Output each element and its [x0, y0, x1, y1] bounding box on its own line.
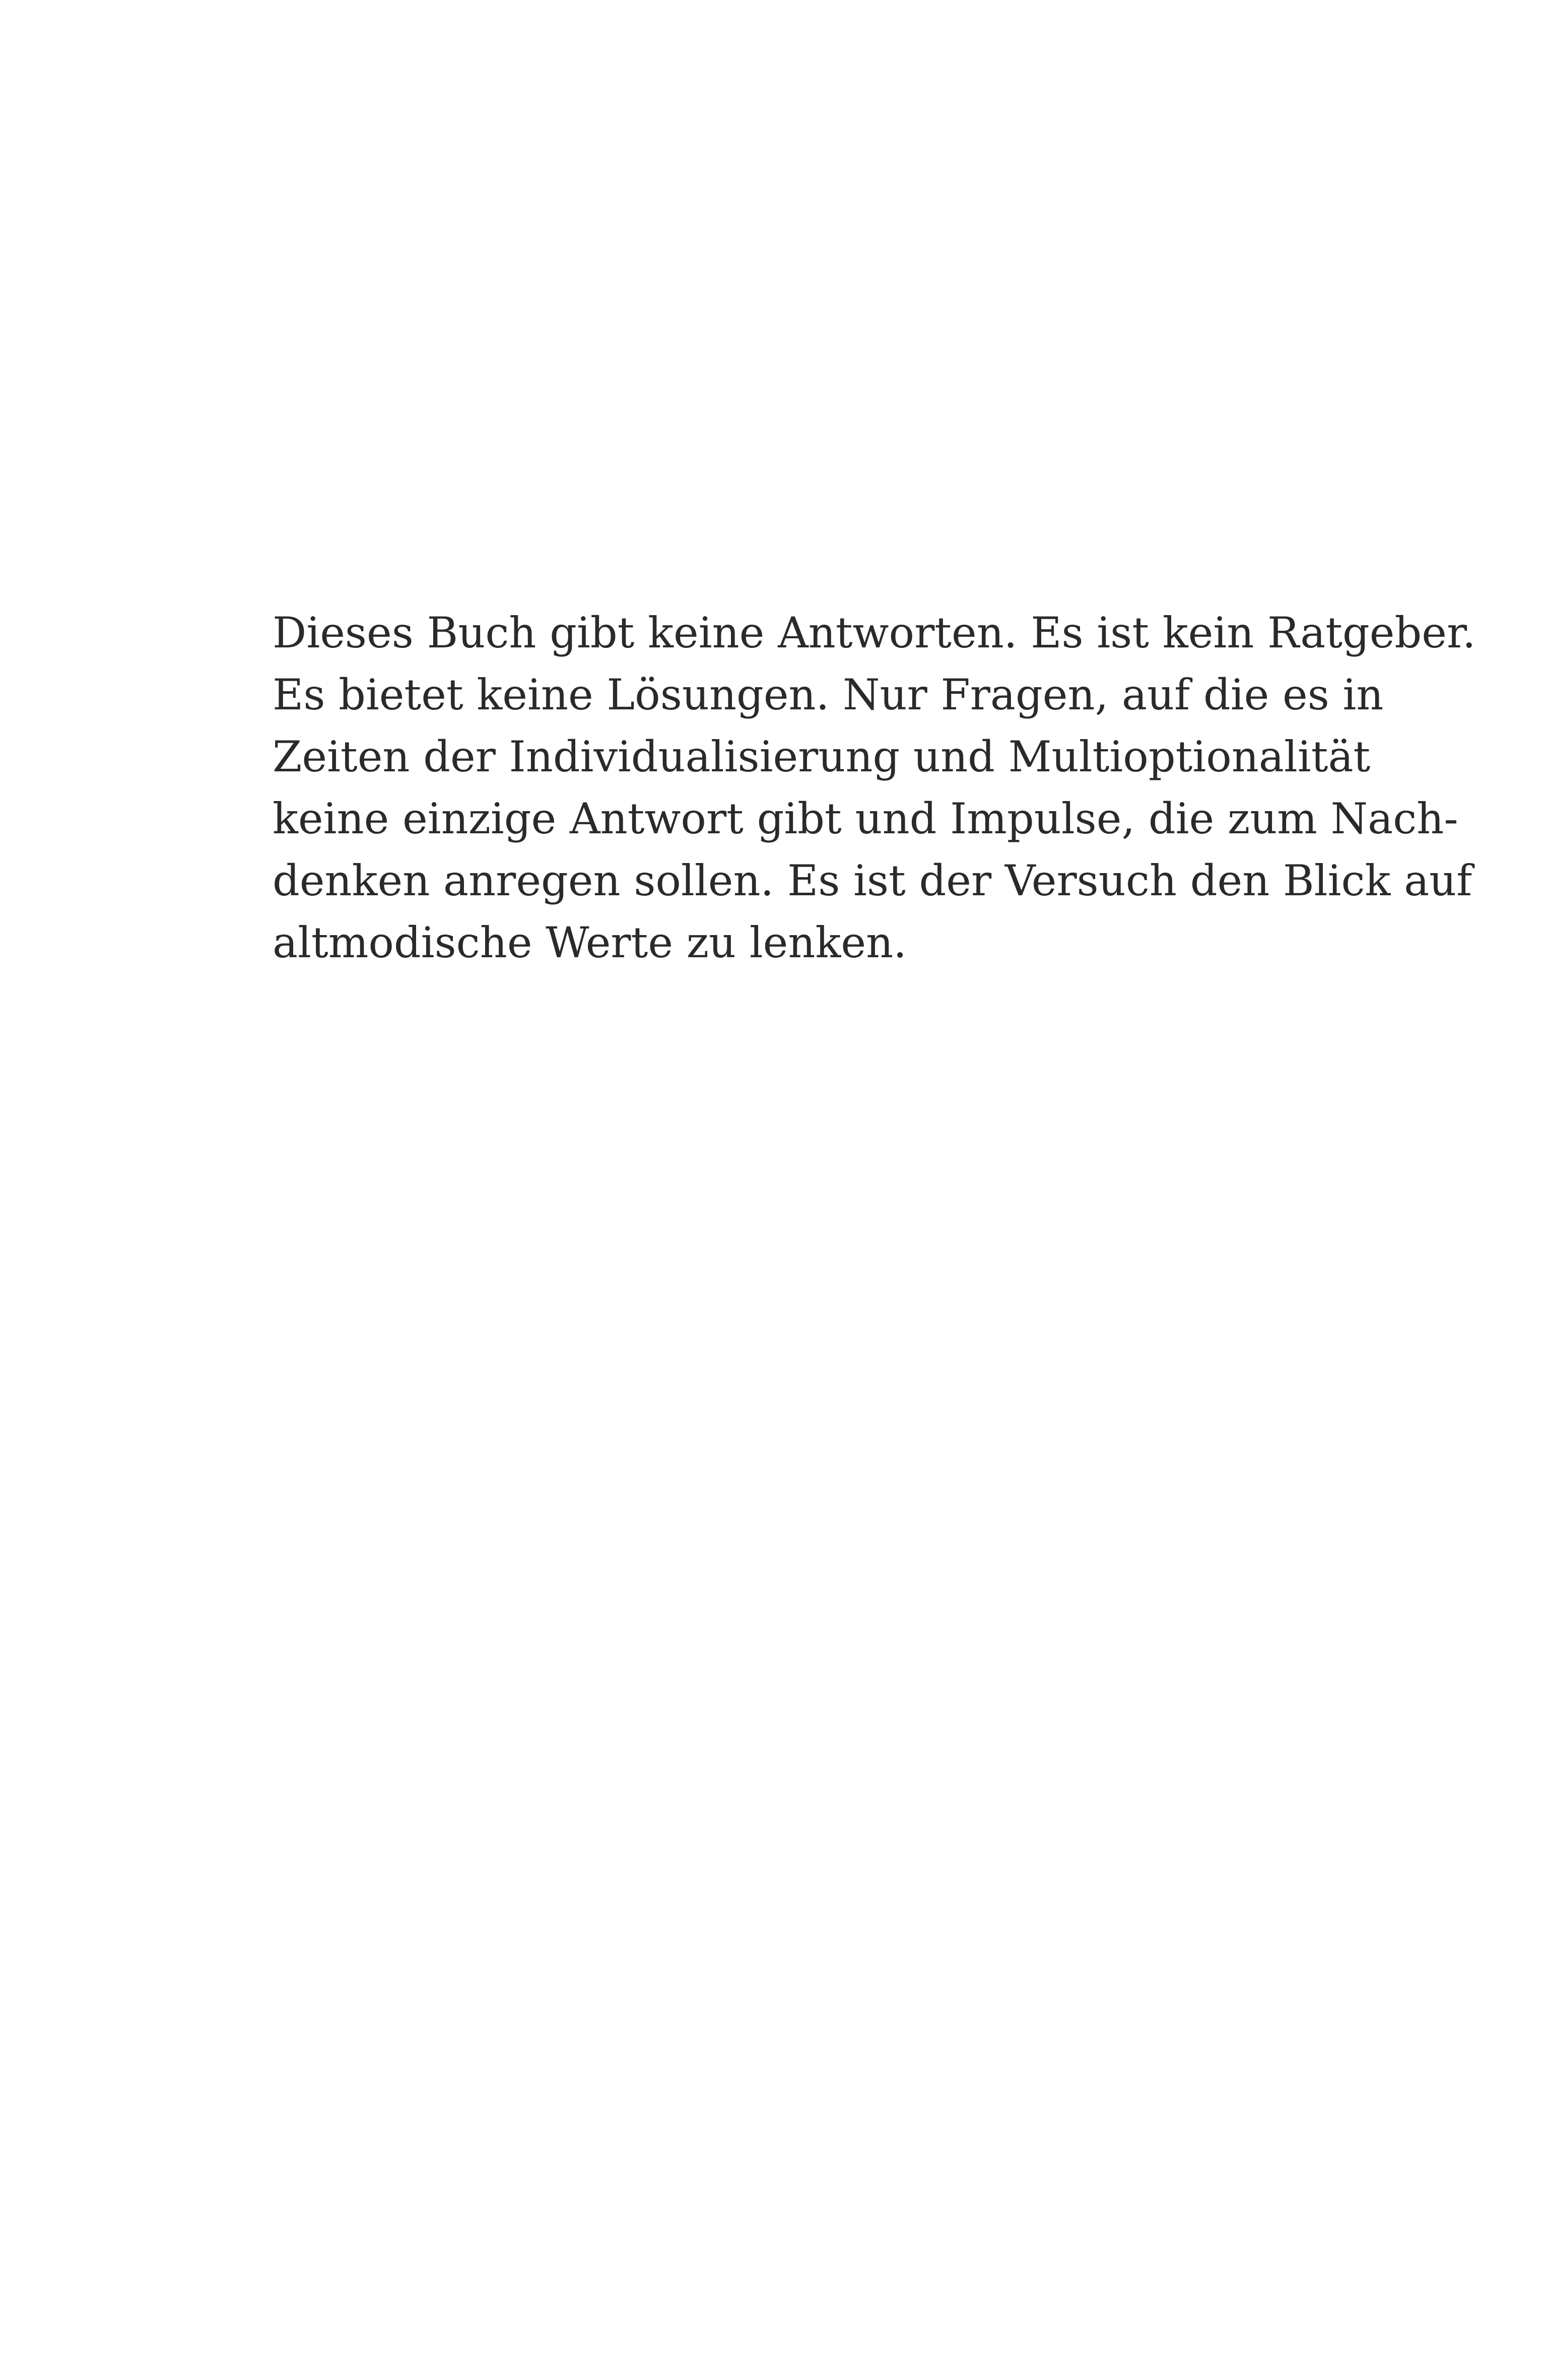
paragraph-line-2: Es bietet keine Lösungen. Nur Fragen, auf die es in — [273, 670, 1384, 719]
paragraph-line-6: altmodische Werte zu lenken. — [273, 918, 907, 967]
paragraph-line-1: Dieses Buch gibt keine Antworten. Es ist kein Ratgeber. — [273, 608, 1476, 657]
paragraph-line-5: denken anregen sollen. Es ist der Versuch den Blick auf — [273, 856, 1472, 905]
body-paragraph — [273, 602, 1476, 974]
paragraph-line-4: keine einzige Antwort gibt und Impulse, die zum Nach- — [273, 794, 1458, 843]
paragraph-line-3: Zeiten der Individualisierung und Multioptionalität — [273, 732, 1371, 781]
